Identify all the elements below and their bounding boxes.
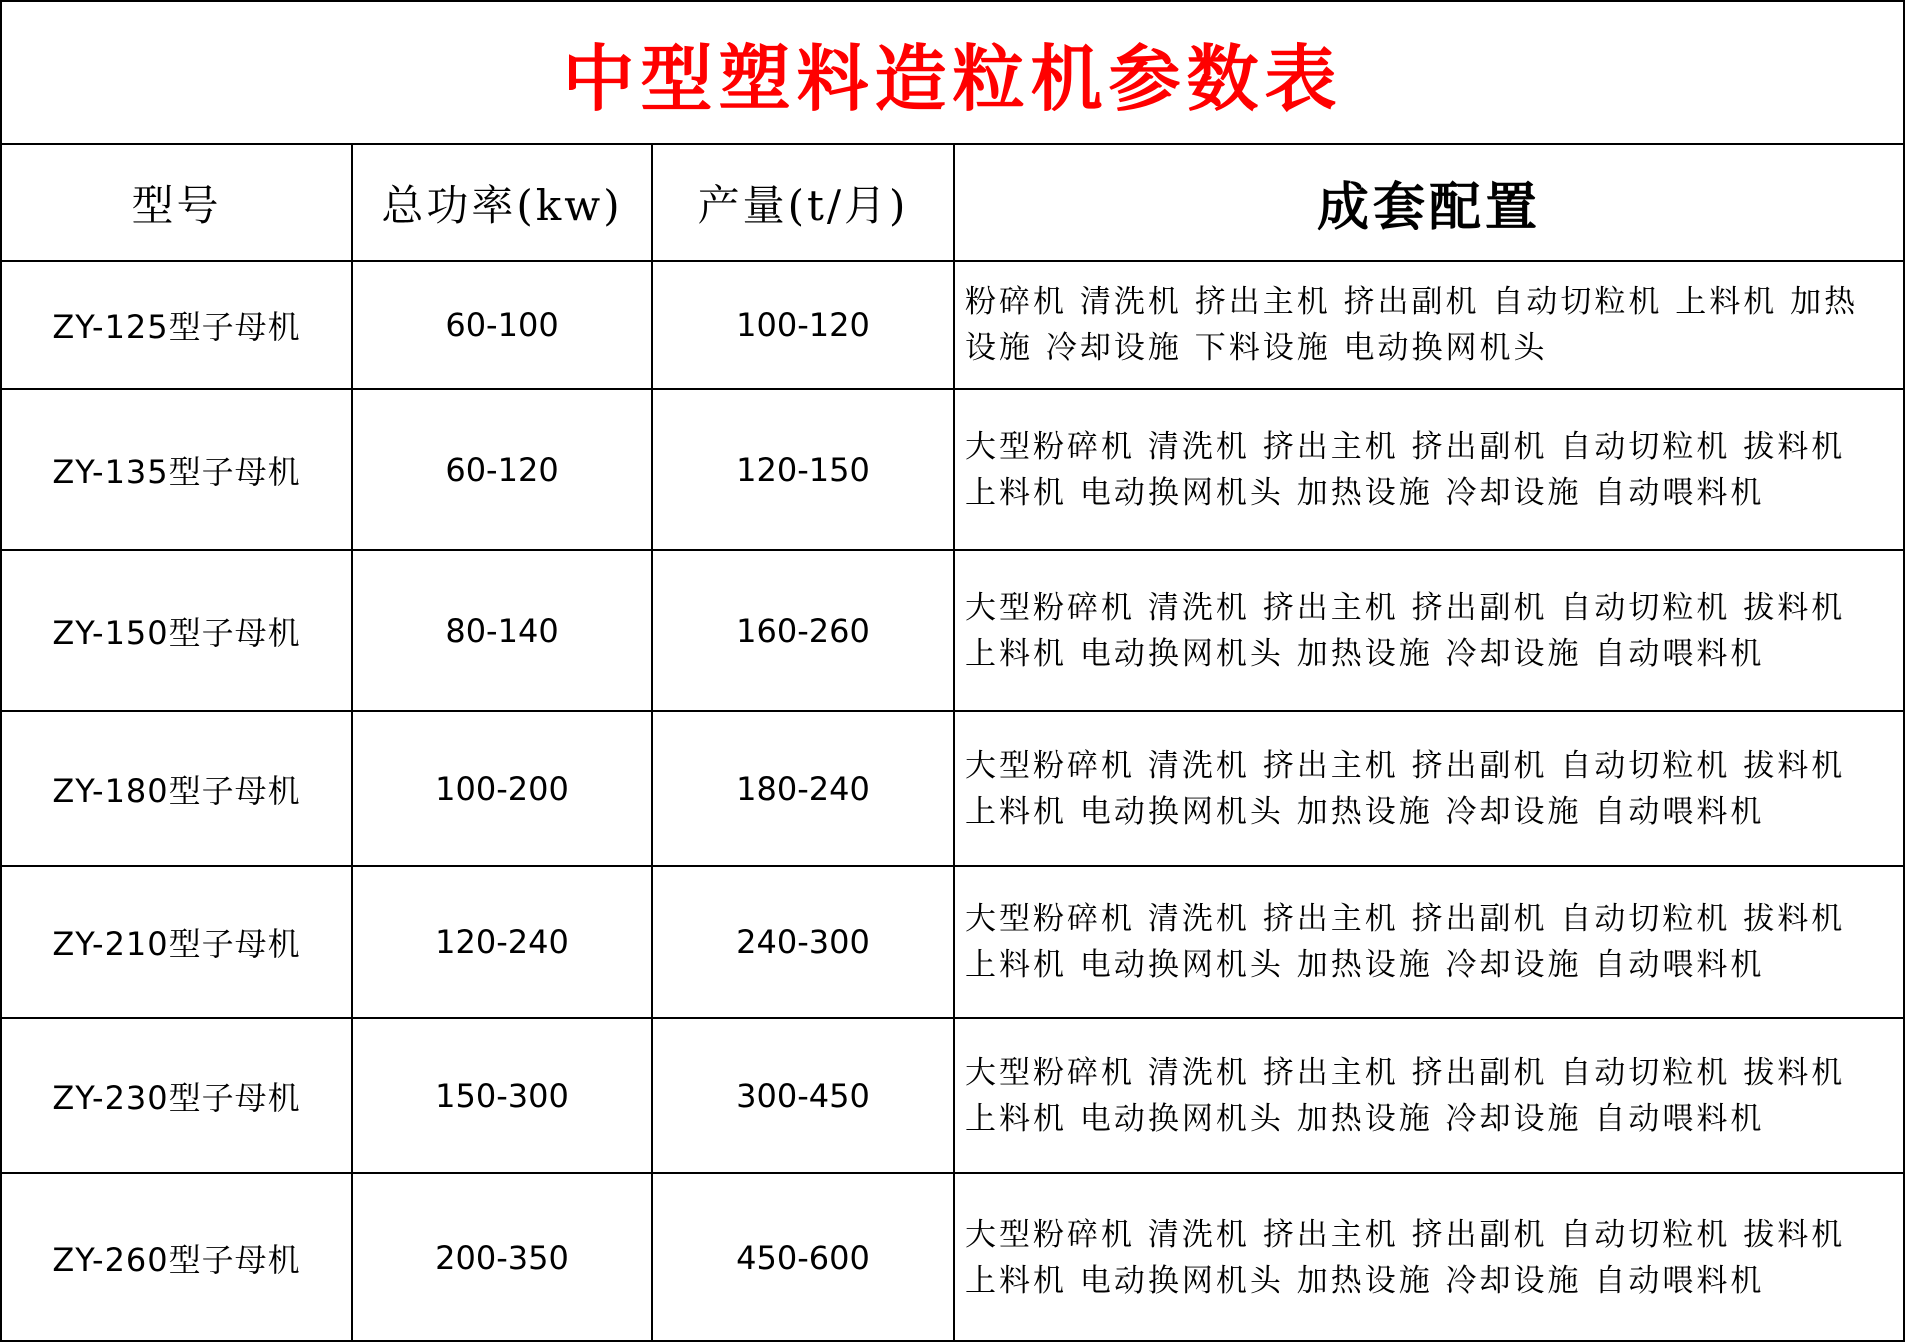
cell-power: 120-240: [352, 866, 652, 1018]
header-row: [2, 145, 1903, 261]
header-model: 型号: [2, 145, 352, 261]
cell-config: 大型粉碎机 清洗机 挤出主机 挤出副机 自动切粒机 拔料机 上料机 电动换网机头 加热设施 冷却设施 自动喂料机: [954, 711, 1903, 866]
cell-config: 大型粉碎机 清洗机 挤出主机 挤出副机 自动切粒机 拔料机 上料机 电动换网机头 加热设施 冷却设施 自动喂料机: [954, 550, 1903, 711]
cell-model: ZY-150型子母机: [2, 550, 352, 711]
table-row: [2, 1173, 1903, 1342]
table-row: [2, 261, 1903, 389]
table-row: [2, 389, 1903, 550]
cell-power: 150-300: [352, 1018, 652, 1173]
header-output: 产量(t/月): [652, 145, 954, 261]
page-title: 中型塑料造粒机参数表: [562, 35, 1343, 121]
cell-model: ZY-135型子母机: [2, 389, 352, 550]
cell-output: 240-300: [652, 866, 954, 1018]
table-row: [2, 550, 1903, 711]
cell-config: 大型粉碎机 清洗机 挤出主机 挤出副机 自动切粒机 拔料机 上料机 电动换网机头 加热设施 冷却设施 自动喂料机: [954, 389, 1903, 550]
cell-power: 60-100: [352, 261, 652, 389]
cell-output: 120-150: [652, 389, 954, 550]
cell-power: 200-350: [352, 1173, 652, 1342]
cell-config: 粉碎机 清洗机 挤出主机 挤出副机 自动切粒机 上料机 加热设施 冷却设施 下料设施 电动换网机头: [954, 261, 1903, 389]
cell-model: ZY-180型子母机: [2, 711, 352, 866]
cell-output: 100-120: [652, 261, 954, 389]
title-banner: [2, 2, 1903, 145]
cell-output: 180-240: [652, 711, 954, 866]
header-power: 总功率(kw): [352, 145, 652, 261]
cell-power: 100-200: [352, 711, 652, 866]
cell-model: ZY-230型子母机: [2, 1018, 352, 1173]
cell-config: 大型粉碎机 清洗机 挤出主机 挤出副机 自动切粒机 拔料机 上料机 电动换网机头 加热设施 冷却设施 自动喂料机: [954, 866, 1903, 1018]
spec-table-header: [2, 145, 1903, 261]
cell-output: 300-450: [652, 1018, 954, 1173]
cell-output: 160-260: [652, 550, 954, 711]
cell-model: ZY-125型子母机: [2, 261, 352, 389]
spec-table: [2, 145, 1903, 1342]
cell-config: 大型粉碎机 清洗机 挤出主机 挤出副机 自动切粒机 拔料机 上料机 电动换网机头 加热设施 冷却设施 自动喂料机: [954, 1018, 1903, 1173]
table-row: [2, 1018, 1903, 1173]
spec-table-body: [2, 261, 1903, 1342]
header-config: 成套配置: [954, 145, 1903, 261]
cell-output: 450-600: [652, 1173, 954, 1342]
cell-model: ZY-260型子母机: [2, 1173, 352, 1342]
table-row: [2, 866, 1903, 1018]
cell-model: ZY-210型子母机: [2, 866, 352, 1018]
cell-config: 大型粉碎机 清洗机 挤出主机 挤出副机 自动切粒机 拔料机 上料机 电动换网机头 加热设施 冷却设施 自动喂料机: [954, 1173, 1903, 1342]
cell-power: 60-120: [352, 389, 652, 550]
table-row: [2, 711, 1903, 866]
cell-power: 80-140: [352, 550, 652, 711]
